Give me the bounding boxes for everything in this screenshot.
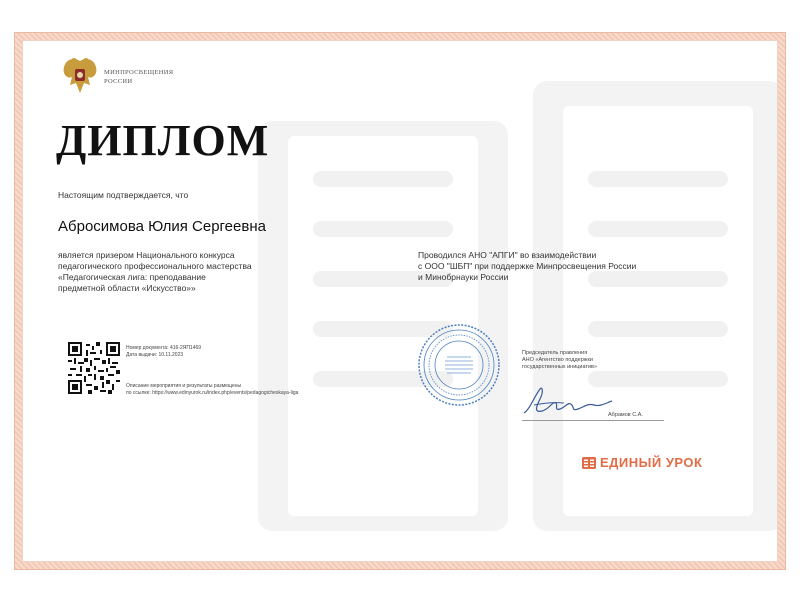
award-description-line: является призером Национального конкурса: [58, 250, 235, 260]
document-number: Номер документа: 416-2ЯП1469: [126, 345, 202, 351]
results-text: Описание мероприятия и результаты размещены: [126, 383, 242, 389]
signatory-title-line: АНО «Агентство поддержки: [522, 357, 593, 363]
results-link[interactable]: по ссылке: https://www.edinyurok.ru/index.php/events/pedagogicheskaya-liga: [126, 390, 299, 396]
results-note: [126, 383, 298, 397]
confirm-text: Настоящим подтверждается, что: [58, 190, 189, 200]
issue-date: Дата выдачи: 10.11.2023: [126, 352, 184, 358]
document-meta: [126, 345, 201, 359]
certificate-title: ДИПЛОМ: [56, 116, 270, 165]
signatory-name: Абрамов С.А.: [608, 412, 643, 418]
handwritten-signature: [520, 383, 615, 421]
official-stamp: [417, 323, 501, 407]
signature-line: [522, 420, 664, 421]
award-description: [58, 250, 328, 294]
signatory-title-line: государственных инициатив»: [522, 364, 597, 370]
award-description-line: «Педагогическая лига: преподавание: [58, 272, 206, 282]
brand-name: ЕДИНЫЙ УРОК: [600, 455, 703, 470]
award-description-line: предметной области «Искусство»»: [58, 283, 196, 293]
organizer-line: и Минобрнауки России: [418, 272, 509, 282]
brand-logo: [582, 455, 702, 470]
signatory-title: [522, 350, 597, 371]
book-icon: [582, 457, 596, 469]
recipient-name: Абросимова Юлия Сергеевна: [58, 218, 266, 235]
award-description-line: педагогического профессионального мастерства: [58, 261, 252, 271]
coat-of-arms-icon: [60, 55, 100, 99]
organizer-info: [418, 250, 708, 283]
qr-code-icon[interactable]: [68, 342, 120, 394]
signatory-title-line: Председатель правления: [522, 350, 588, 356]
organizer-line: с ООО "ШБП" при поддержке Минпросвещения России: [418, 261, 637, 271]
organizer-line: Проводился АНО "АПГИ" во взаимодействии: [418, 250, 597, 260]
book-watermark: [258, 81, 778, 541]
ministry-name: МИНПРОСВЕЩЕНИЯ РОССИИ: [104, 69, 174, 85]
